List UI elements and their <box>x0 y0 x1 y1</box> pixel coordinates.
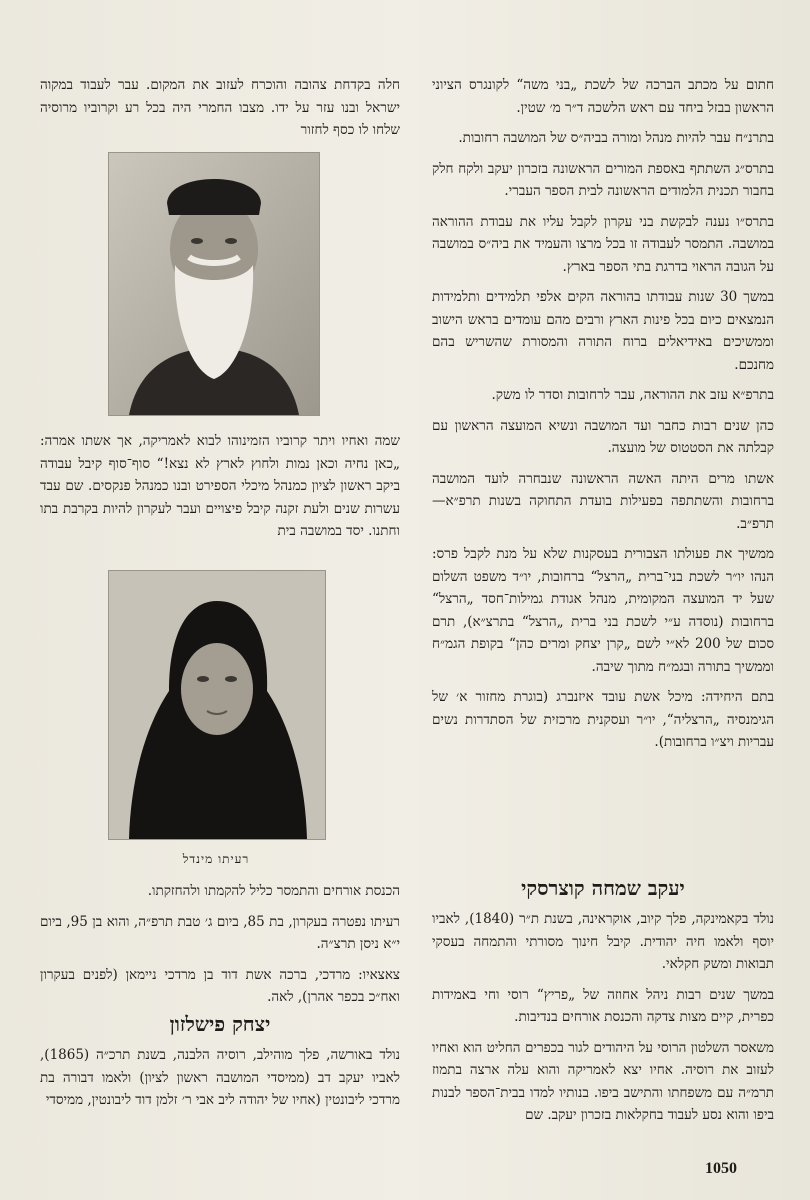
section-heading-yaakov: יעקב שמחה קוצרסקי <box>521 876 685 900</box>
paragraph: ממשיך את פעולתו הצבורית בעסקנות שלא על מנת לקבל פרס: הנהו יו״ר לשכת בני־ברית „הרצל“ ברחובות, יו״ד משפט השלום שעל יד המועצה המקומית, מנהל אגודת גמילות־חסד „הרצל“ ברחובות (נוסדה ע״י לשכת בני ברית „הרצל“ בתרצ״א), תרם סכום של 200 לא״י לשם „קרן יצחק ומרים כהן“ בקופת הגמ״ח וממשיך בתורה ובגמ״ח מתוך שיבה. <box>432 546 774 675</box>
paragraph: חלה בקדחת צהובה והוכרח לעזוב את המקום. עבר לעבוד במקוה ישראל ובנו עזר על ידו. מצבו החמרי היה בכל רע וקרוביו מרוסיה שלחו לו כסף לחזור <box>40 77 400 138</box>
paragraph: בתרס״ו נענה לבקשת בני עקרון לקבל עליו את עבודת ההוראה במושבה. התמסר לעבודה זו בכל מרצו והעמיד את ביה״ס במושבה על הגובה הראוי בדרגת בתי הספר בארץ. <box>432 213 774 275</box>
paragraph: משאסר השלטון הרוסי על היהודים לגור בכפרים החליט הוא ואחיו לעזוב את רוסיה. אחיו יצא לאמריקה והוא עלה ארצה בתמוז תרמ״ה עם משפחתו והתישב ביפו. בנותיו למדו בבית־הספר לבנות ביפו והוא נסע לעבוד בחקלאות בזכרון יעקב. שם <box>432 1039 774 1123</box>
left-column-bottom <box>40 880 400 1017</box>
paragraph: בתרס״ג השתתף באספת המורים הראשונה בזכרון יעקב ולקח חלק בחבור תכנית הלמודים הראשונה לבית הספר העברי. <box>432 160 774 199</box>
paragraph: רעיתו נפטרה בעקרון, בת 85, ביום ג׳ טבת תרפ״ה, והוא בן 95, ביום י״א ניסן תרצ״ה. <box>40 913 400 952</box>
section-heading-yitzhak: יצחק פישלזון <box>169 1012 271 1036</box>
left-column-top <box>40 74 400 150</box>
paragraph: במשך 30 שנות עבודתו בהוראה הקים אלפי תלמידים ותלמידות הנמצאים כיום בכל פינות הארץ ורבים מהם עומדים בראש הישוב וממשיכים באידיאלים ברוח התורה והמסורת שהשריש בהם מחנכם. <box>432 289 774 373</box>
paragraph: כהן שנים רבות כחבר ועד המושבה ונשיא המועצה הראשון עם קבלתה את הסטטוס של מועצה. <box>432 417 774 456</box>
paragraph: חתום על מכתב הברכה של לשכת „בני משה“ לקונגרס הציוני הראשון בבזל ביחד עם ראש הלשכה ד״ר מ׳ שטין. <box>432 77 774 116</box>
paragraph: בתרפ״א עזב את ההוראה, עבר לרחובות וסדר לו משק. <box>491 387 774 403</box>
paragraph: נולד בקאמינקה, פלך קיוב, אוקראינה, בשנת ת״ר (1840), לאביו יוסף ולאמו חיה יהודית. קיבל חינוך מסורתי והתמחה בעסקי תבואות ומשק חקלאי. <box>432 911 775 972</box>
paragraph: נולד באורשה, פלך מוהילב, רוסיה הלבנה, בשנת תרכ״ה (1865), לאביו יעקב דב (ממיסדי המושבה ראשון לציון) ולאמו דבורה בת מרדכי ליבונטין (אחיו של יהודה ליב אבי ר׳ זלמן דוד ליבונטין, ממיסדי <box>40 1047 400 1108</box>
woman-headscarf-portrait-image <box>109 571 325 839</box>
paragraph: בתם היחידה: מיכל אשת עובד איזנברג (בוגרת מחזור א׳ של הגימנסיה „הרצליה“, יו״ר ועסקנית מרכזית של הסתדרות נשים עבריות ויצ״ו ברחובות). <box>432 689 774 750</box>
paragraph: במשך שנים רבות ניהל אחוזה של „פריץ“ רוסי וחי באמידות כפרית, קיים מצות צדקה והכנסת אורחים בנדיבות. <box>432 986 774 1025</box>
portrait-mindel-photo <box>108 570 326 840</box>
left-column-middle <box>40 430 400 551</box>
right-column <box>432 74 774 762</box>
photo-caption: רעיתו מינדל <box>182 852 250 866</box>
bearded-man-portrait-image <box>109 153 319 415</box>
page-number: 1050 <box>705 1160 737 1177</box>
paragraph: שמה ואחיו ויתר קרוביו הזמינוהו לבוא לאמריקה, אך אשתו אמרה: „כאן נחיה וכאן נמות ולחוץ לארץ לא נצא!“ סוף־סוף קיבל עבודה ביקב ראשון לציון כמנהל מיכלי הספירט ובנו כמנהל פנקסים. שם עבד עשרות שנים ולעת זקנה קיבל פיצויים ועבר לעקרון להיות בקרבת בתו וחתנו. יסד במושבה בית <box>40 433 400 539</box>
paragraph: בתרנ״ח עבר להיות מנהל ומורה בביה״ס של המושבה רחובות. <box>458 130 774 146</box>
paragraph: הכנסת אורחים והתמסר כליל להקמתו ולהחזקתו. <box>147 883 400 899</box>
paragraph: צאצאיו: מרדכי, ברכה אשת דוד בן מרדכי ניימאן (לפנים בעקרון ואח״כ בכפר אהרן), לאה. <box>40 966 400 1005</box>
yaakov-biography <box>432 908 774 1135</box>
portrait-yaakov-photo <box>108 152 320 416</box>
paragraph: אשתו מרים היתה האשה הראשונה שנבחרה לועד המושבה ברחובות והשתתפה בפעילות בועדת התחוקה בשנות תרפ״א—תרפ״ב. <box>432 470 774 532</box>
yitzhak-biography <box>40 1044 400 1120</box>
